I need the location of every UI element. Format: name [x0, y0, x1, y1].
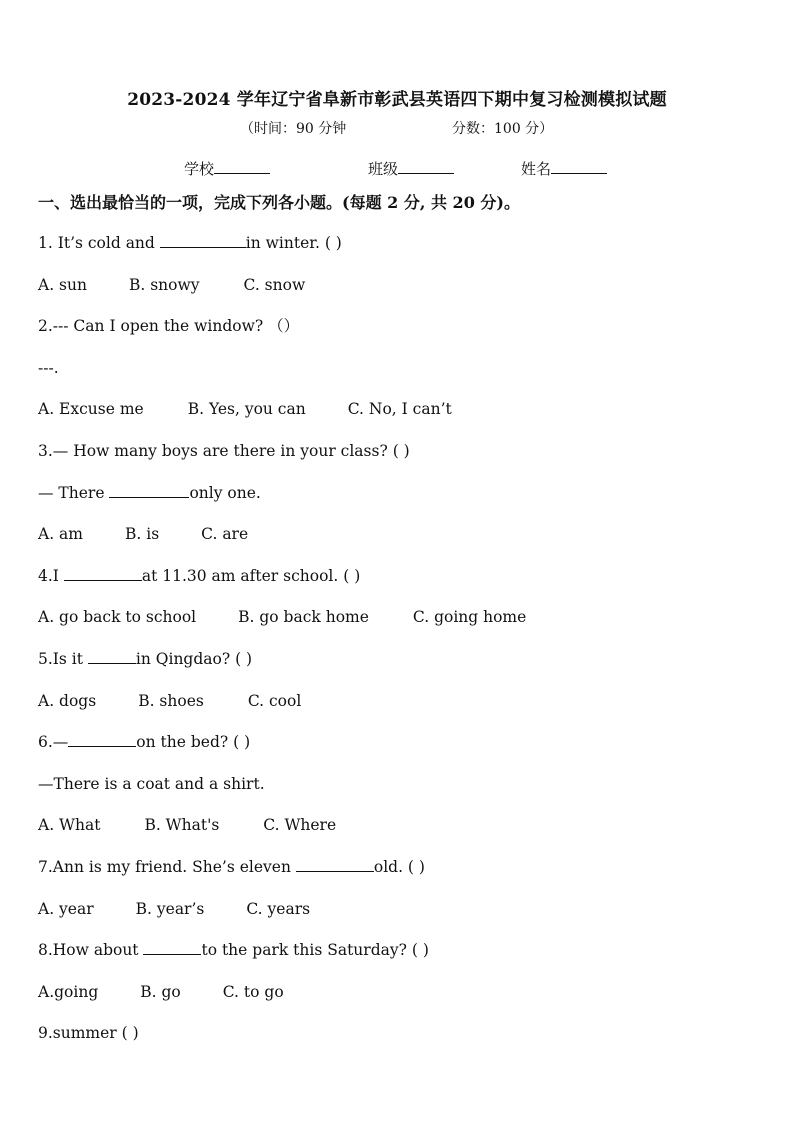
options-row [38, 813, 758, 855]
option-a[interactable]: A. am [38, 525, 83, 544]
school-field[interactable] [184, 158, 270, 179]
class-field[interactable] [368, 158, 454, 179]
option-b[interactable]: B. Yes, you can [187, 400, 306, 419]
options-row [38, 522, 758, 564]
option-c[interactable]: C. No, I can’t [347, 400, 452, 419]
option-b[interactable]: B. snowy [128, 275, 200, 294]
question-4 [38, 564, 758, 606]
option-b[interactable]: B. shoes [138, 691, 204, 710]
option-b[interactable]: B. go [140, 982, 181, 1001]
question-2-reply: ---. [38, 358, 59, 377]
question-5 [38, 647, 758, 689]
question-text: to the park this Saturday? ( ) [201, 941, 429, 960]
question-text: — There [38, 483, 110, 502]
answer-blank[interactable] [64, 564, 142, 581]
answer-blank[interactable] [68, 730, 136, 747]
answer-blank[interactable] [143, 938, 201, 955]
option-a[interactable]: A. year [38, 899, 94, 918]
question-text: 8.How about [38, 941, 144, 960]
option-c[interactable]: C. years [246, 899, 311, 918]
option-a[interactable]: A. go back to school [38, 608, 197, 627]
option-a[interactable]: A. dogs [38, 691, 97, 710]
options-row [38, 273, 758, 315]
question-text: 7.Ann is my friend. She’s eleven [38, 857, 296, 876]
exam-score: 分数：100 分） [452, 121, 554, 137]
question-6 [38, 730, 758, 772]
options-row [38, 397, 758, 439]
option-b[interactable]: B. What's [144, 816, 220, 835]
option-c[interactable]: C. snow [243, 275, 306, 294]
exam-time: （时间：90 分钟 [240, 121, 347, 137]
question-text: 5.Is it [38, 649, 88, 668]
question-text: in winter. ( ) [245, 234, 342, 252]
question-text: 4.I [38, 566, 64, 585]
question-2 [38, 314, 758, 356]
question-1 [38, 231, 758, 273]
school-blank[interactable] [214, 159, 270, 174]
question-9: 9.summer ( ) [38, 1024, 139, 1043]
options-row [38, 980, 758, 1022]
question-3-reply [38, 481, 758, 523]
class-blank[interactable] [398, 159, 454, 174]
exam-title: 2023-2024 学年辽宁省阜新市彰武县英语四下期中复习检测模拟试题 [127, 90, 667, 110]
answer-blank[interactable] [296, 855, 374, 872]
answer-blank[interactable] [88, 647, 136, 664]
question-8 [38, 938, 758, 980]
option-b[interactable]: B. year’s [135, 899, 205, 918]
option-c[interactable]: C. to go [222, 982, 284, 1001]
question-3: 3.— How many boys are there in your class? ( ) [38, 441, 410, 460]
options-row [38, 605, 758, 647]
school-label: 学校 [184, 160, 215, 178]
question-text: on the bed? ( ) [136, 733, 251, 752]
option-a[interactable]: A.going [38, 982, 99, 1001]
question-text: 2.--- Can I open the window? （） [38, 317, 300, 336]
option-c[interactable]: C. cool [247, 691, 302, 710]
option-b[interactable]: B. go back home [238, 608, 369, 627]
question-6-reply: —There is a coat and a shirt. [38, 774, 265, 793]
question-7 [38, 855, 758, 897]
section-title: 一、选出最恰当的一项，完成下列各小题。(每题 2 分, 共 20 分)。 [38, 193, 520, 212]
answer-blank[interactable] [109, 481, 189, 498]
question-text: only one. [189, 483, 261, 502]
option-a[interactable]: A. sun [38, 275, 87, 294]
option-c[interactable]: C. are [201, 525, 249, 544]
answer-blank[interactable] [160, 231, 246, 248]
name-field[interactable] [521, 158, 607, 179]
question-text: in Qingdao? ( ) [135, 649, 253, 668]
class-label: 班级 [368, 160, 399, 178]
option-a[interactable]: A. Excuse me [38, 400, 144, 419]
question-text: 6.— [38, 733, 69, 752]
option-a[interactable]: A. What [38, 816, 101, 835]
name-blank[interactable] [551, 159, 607, 174]
option-c[interactable]: C. going home [412, 608, 527, 627]
options-row [38, 897, 758, 939]
option-b[interactable]: B. is [125, 525, 160, 544]
question-text: at 11.30 am after school. ( ) [141, 566, 361, 585]
option-c[interactable]: C. Where [263, 816, 337, 835]
name-label: 姓名 [521, 160, 552, 178]
options-row [38, 689, 758, 731]
question-list [38, 231, 758, 1063]
question-text: old. ( ) [373, 857, 425, 876]
question-text: 1. It’s cold and [38, 234, 160, 252]
